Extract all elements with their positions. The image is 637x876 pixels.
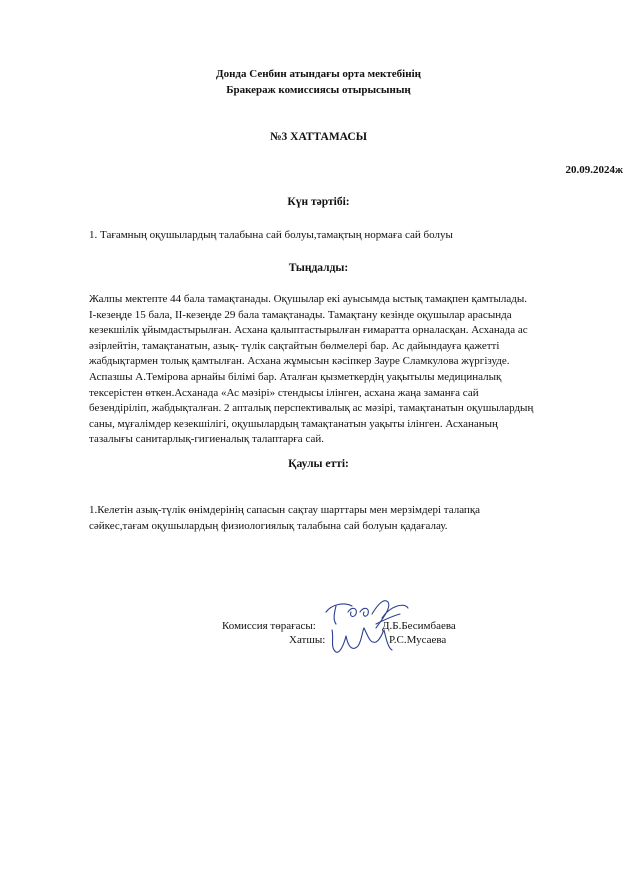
chair-role-label: Комиссия төрағасы: <box>222 620 316 632</box>
decided-paragraph <box>89 503 609 534</box>
agenda-item-text: 1. Тағамның оқушылардың талабына сай болуы,тамақтың нормаға сай болуы <box>89 229 453 241</box>
heard-line: жабдықтармен толық қамтылған. Асхана жұмысын кәсіпкер Зауре Сламкулова жүргізуде. <box>89 355 510 368</box>
commission-meeting-heading: Бракераж комиссиясы отырысының <box>226 84 411 96</box>
decided-title: Қаулы етті: <box>288 458 349 470</box>
heard-line: кезекшілік ұйымдастырылған. Асхана қалыптастырылған ғимаратта орналасқан. Асханада ас <box>89 324 528 337</box>
agenda-title: Күн тәртібі: <box>287 196 350 208</box>
heard-line: Аспазшы А.Темірова арнайы білімі бар. Аталған қызметкердің уақытылы медициналық <box>89 370 502 383</box>
heard-line: саны, мұғалімдер кезекшілігі, оқушылардың тамақтанатын уақыты ілінген. Асхананың <box>89 417 498 430</box>
heard-title: Тыңдалды: <box>288 262 349 274</box>
secretary-role-label: Хатшы: <box>289 634 326 646</box>
decided-line: сәйкес,тағам оқушылардың физиологиялық талабына сай болуын қадағалау. <box>89 519 448 532</box>
heard-line: І-кезеңде 15 бала, ІІ-кезеңде 29 бала тамақтанады. Тамақтану кезінде оқушылар арасында <box>89 308 512 321</box>
document-title: №3 ХАТТАМАСЫ <box>269 131 368 143</box>
heard-line: әзірлейтін, тамақтанатын, азық- түлік сақтайтын бөлмелері бар. Ас дайындауға қажетті <box>89 339 500 352</box>
agenda-item <box>89 228 609 244</box>
heard-line: безендіріліп, жабдықталған. 2 апталық перспективалық ас мәзірі, тамақтанатын оқушылардың <box>89 402 534 415</box>
school-name-heading: Донда Сенбин атындағы орта мектебінің <box>216 68 421 80</box>
heard-line: тазалығы санитарлық-гигиеналық талаптарға сай. <box>89 433 324 446</box>
heard-line: тексерістен өткен.Асханада «Ас мәзірі» стендысы ілінген, асхана жаңа заманға сай <box>89 386 479 399</box>
heard-line: Жалпы мектепте 44 бала тамақтанады. Оқушылар екі ауысымда ыстық тамақпен қамтылады. <box>89 293 527 305</box>
heard-paragraph <box>89 292 609 448</box>
chair-name: Д.Б.Бесимбаева <box>382 620 456 632</box>
decided-line: 1.Келетін азық-түлік өнімдерінің сапасын сақтау шарттары мен мерзімдері талапқа <box>89 504 481 516</box>
handwritten-signature-icon <box>318 594 418 658</box>
secretary-name: Р.С.Мусаева <box>389 634 447 646</box>
document-date: 20.09.2024ж <box>565 164 623 176</box>
